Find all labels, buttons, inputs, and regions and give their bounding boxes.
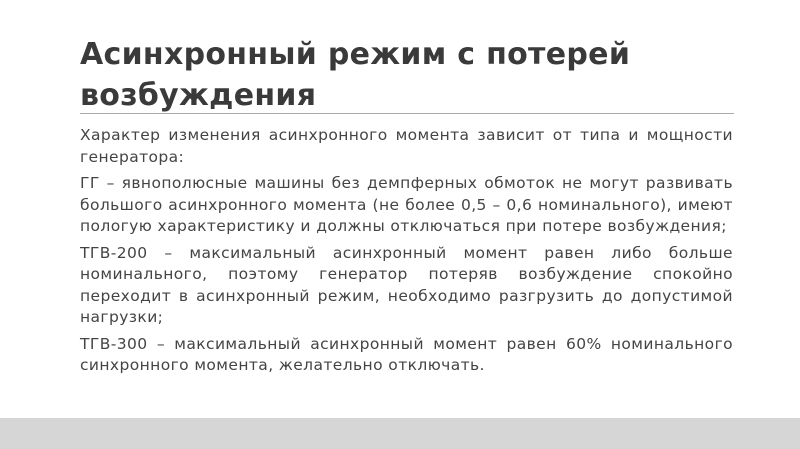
slide-body: [80, 125, 733, 382]
paragraph-tgv-200: ТГВ-200 – максимальный асинхронный момент равен либо больше номинального, поэтому генератор потеряв возбуждение спокойно переходит в асинхронный режим, необходимо разгрузить до допустимой нагрузки;: [80, 243, 733, 326]
paragraph-tgv-300: ТГВ-300 – максимальный асинхронный момент равен 60% номинального синхронного момента, желательно отключать.: [80, 334, 733, 374]
slide-title: Асинхронный режим с потерей возбуждения: [80, 37, 631, 113]
paragraph-intro: Характер изменения асинхронного момента зависит от типа и мощности генератора:: [80, 126, 733, 166]
title-divider: [80, 113, 734, 114]
bottom-band: [0, 418, 800, 449]
paragraph-gg: ГГ – явнополюсные машины без демпферных обмоток не могут развивать большого асинхронного момента (не более 0,5 – 0,6 номинального), имеют пологую характеристику и должны отключаться при потере возбуждения;: [80, 174, 733, 235]
